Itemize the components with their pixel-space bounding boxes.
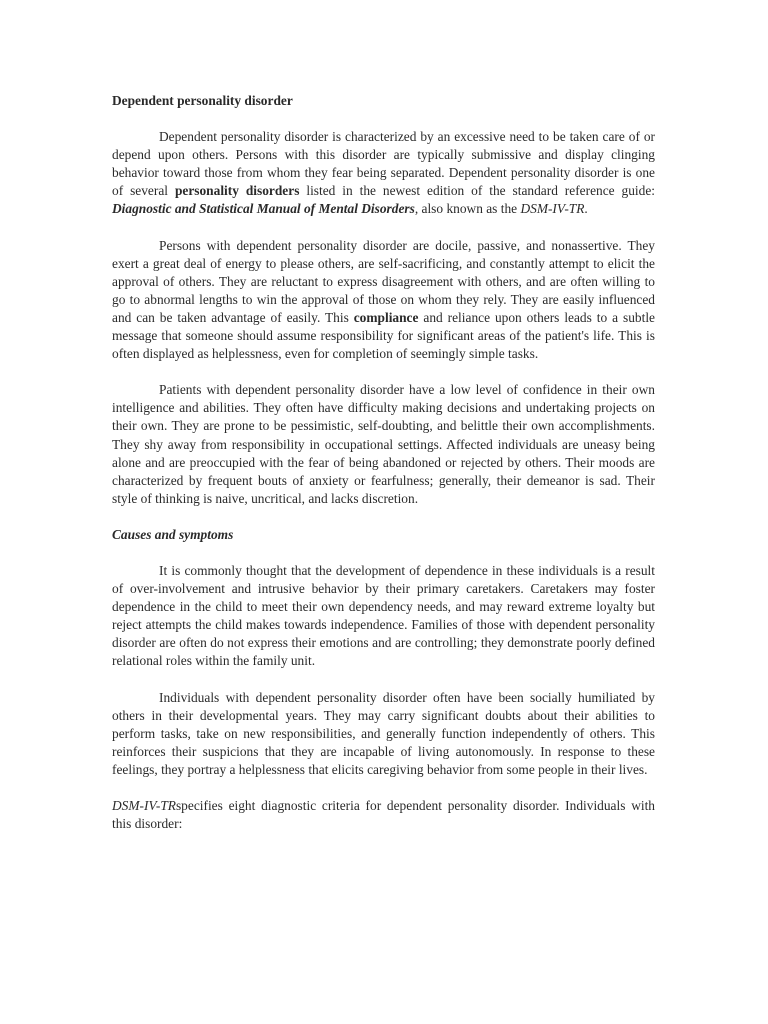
document-page (112, 92, 655, 851)
bold-term-compliance: compliance (353, 309, 419, 325)
dsm-full-title: Diagnostic and Statistical Manual of Mental Disorders (112, 201, 415, 217)
bold-term-personality-disorders: personality disorders (174, 183, 300, 199)
paragraph-traits (112, 237, 655, 364)
paragraph-text: listed in the newest edition of the standard reference guide: (299, 183, 656, 199)
paragraph-text: . (584, 201, 588, 217)
dsm-abbreviation: DSM-IV-TR (520, 201, 585, 217)
paragraph-text: Persons with dependent personality disorder are docile, passive, and nonassertive. They exert a great deal of energy to please others, are self-sacrificing, and constantly attempt to elicit the approval of others. They are reluctant to express disagreement with others, and are often willing to go to abnormal lengths to win the approval of those on whom they rely. They are easily influenced and can be taken advantage of easily. This (112, 237, 655, 325)
document-title: Dependent personality disorder (112, 93, 293, 108)
paragraph-text: , also known as the (414, 201, 521, 217)
paragraph-criteria (112, 797, 655, 833)
paragraph-text: Dependent personality disorder is characterized by an excessive need to be taken care of or depend upon others. Persons with this disorder are typically submissive and display clinging behavior toward those from whom they fear being separated. Dependent personality disorder is one of several (112, 129, 655, 199)
paragraph-confidence: Patients with dependent personality disorder have a low level of confidence in their own intelligence and abilities. They often have difficulty making decisions and undertaking projects on their own. They are prone to be pessimistic, self-doubting, and belittle their own accomplishments. They shy away from responsibility in occupational settings. Affected individuals are uneasy being alone and are preoccupied with the fear of being abandoned or rejected by others. Their moods are characterized by frequent bouts of anxiety or fearfulness; generally, their demeanor is sad. Their style of thinking is naive, uncritical, and lacks discretion. (112, 382, 655, 506)
paragraph-text: and reliance upon others leads to a subtle message that someone should assume responsibility for significant areas of the patient's life. This is often displayed as helplessness, even for completion of seemingly simple tasks. (112, 309, 655, 362)
paragraph-intro (112, 128, 655, 218)
paragraph-humiliation: Individuals with dependent personality disorder often have been socially humiliated by others in their developmental years. They may carry significant doubts about their abilities to perform tasks, take on new responsibilities, and generally function independently of others. This reinforces their suspicions that they are incapable of living autonomously. In response to these feelings, they portray a helplessness that elicits caregiving behavior from some people in their lives. (112, 689, 655, 777)
paragraph-text: specifies eight diagnostic criteria for dependent personality disorder. Individuals with this disorder: (112, 798, 655, 832)
paragraph-causes: It is commonly thought that the development of dependence in these individuals is a result of over-involvement and intrusive behavior by their primary caretakers. Caretakers may foster dependence in the child to meet their own dependency needs, and may reward extreme loyalty but reject attempts the child makes towards independence. Families of those with dependent personality disorder are often do not express their emotions and are controlling; they demonstrate poorly defined relational roles within the family unit. (112, 562, 655, 669)
section-heading-causes: Causes and symptoms (112, 526, 234, 542)
dsm-abbreviation: DSM-IV-TR (112, 798, 176, 813)
